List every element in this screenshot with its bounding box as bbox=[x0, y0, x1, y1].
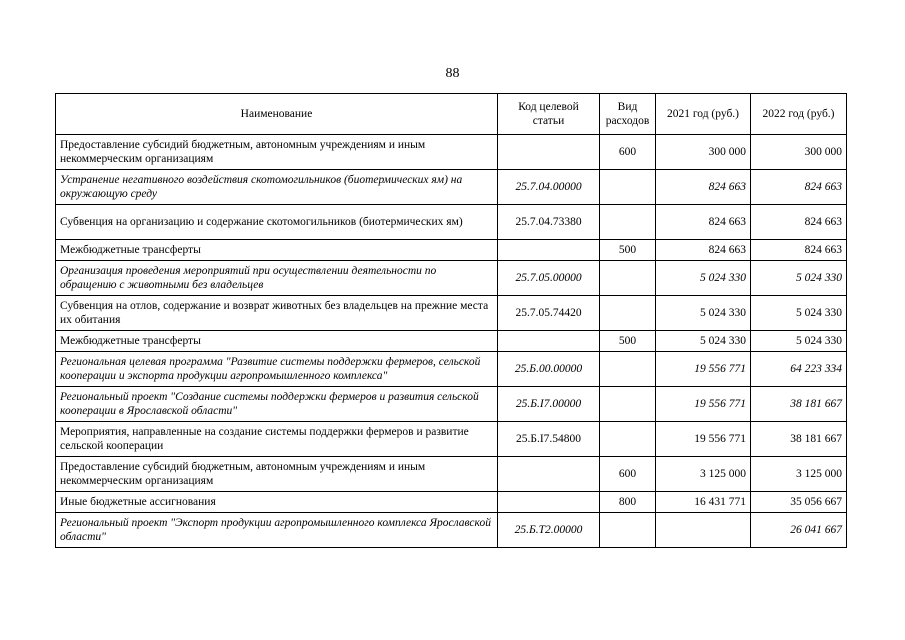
cell-name: Организация проведения мероприятий при осуществлении деятельности по обращению с животными без владельцев bbox=[56, 261, 498, 296]
cell-2022: 300 000 bbox=[751, 135, 847, 170]
cell-name: Субвенция на организацию и содержание скотомогильников (биотермических ям) bbox=[56, 205, 498, 240]
cell-name: Устранение негативного воздействия скотомогильников (биотермических ям) на окружающую среду bbox=[56, 170, 498, 205]
cell-name: Мероприятия, направленные на создание системы поддержки фермеров и развитие сельской кооперации bbox=[56, 422, 498, 457]
cell-code: 25.Б.00.00000 bbox=[498, 352, 600, 387]
cell-vid bbox=[600, 261, 656, 296]
cell-code bbox=[498, 331, 600, 352]
cell-2021 bbox=[656, 513, 751, 548]
cell-2021: 3 125 000 bbox=[656, 457, 751, 492]
cell-2022: 5 024 330 bbox=[751, 296, 847, 331]
table-row bbox=[56, 205, 847, 240]
cell-name: Региональный проект "Экспорт продукции агропромышленного комплекса Ярославской области" bbox=[56, 513, 498, 548]
cell-name: Межбюджетные трансферты bbox=[56, 240, 498, 261]
cell-2021: 5 024 330 bbox=[656, 331, 751, 352]
cell-2022: 3 125 000 bbox=[751, 457, 847, 492]
cell-2022: 5 024 330 bbox=[751, 261, 847, 296]
cell-2022: 35 056 667 bbox=[751, 492, 847, 513]
cell-vid bbox=[600, 387, 656, 422]
cell-2021: 19 556 771 bbox=[656, 387, 751, 422]
table-row bbox=[56, 296, 847, 331]
cell-code: 25.7.05.74420 bbox=[498, 296, 600, 331]
table-row bbox=[56, 261, 847, 296]
cell-2021: 300 000 bbox=[656, 135, 751, 170]
cell-name: Межбюджетные трансферты bbox=[56, 331, 498, 352]
cell-2021: 19 556 771 bbox=[656, 352, 751, 387]
cell-code: 25.Б.I7.00000 bbox=[498, 387, 600, 422]
cell-2022: 824 663 bbox=[751, 205, 847, 240]
cell-code bbox=[498, 135, 600, 170]
cell-name: Региональный проект "Создание системы поддержки фермеров и развития сельской кооперации в Ярославской области" bbox=[56, 387, 498, 422]
header-vid: Вид расходов bbox=[600, 94, 656, 135]
cell-vid bbox=[600, 205, 656, 240]
cell-code: 25.Б.Т2.00000 bbox=[498, 513, 600, 548]
table-row bbox=[56, 170, 847, 205]
cell-name: Региональная целевая программа "Развитие системы поддержки фермеров, сельской кооперации и экспорта продукции агропромышленного комплекса" bbox=[56, 352, 498, 387]
cell-name: Субвенция на отлов, содержание и возврат животных без владельцев на прежние места их обитания bbox=[56, 296, 498, 331]
budget-table bbox=[55, 93, 847, 548]
cell-code bbox=[498, 240, 600, 261]
header-2021: 2021 год (руб.) bbox=[656, 94, 751, 135]
table-row bbox=[56, 492, 847, 513]
table-row bbox=[56, 513, 847, 548]
cell-vid: 600 bbox=[600, 457, 656, 492]
table-row bbox=[56, 457, 847, 492]
cell-vid bbox=[600, 422, 656, 457]
cell-2021: 16 431 771 bbox=[656, 492, 751, 513]
cell-name: Предоставление субсидий бюджетным, автономным учреждениям и иным некоммерческим организациям bbox=[56, 457, 498, 492]
header-name: Наименование bbox=[56, 94, 498, 135]
table-row bbox=[56, 422, 847, 457]
cell-vid bbox=[600, 170, 656, 205]
cell-code bbox=[498, 457, 600, 492]
cell-vid bbox=[600, 352, 656, 387]
cell-2022: 824 663 bbox=[751, 240, 847, 261]
cell-2022: 824 663 bbox=[751, 170, 847, 205]
cell-2022: 26 041 667 bbox=[751, 513, 847, 548]
cell-code: 25.Б.I7.54800 bbox=[498, 422, 600, 457]
cell-2022: 5 024 330 bbox=[751, 331, 847, 352]
cell-2021: 824 663 bbox=[656, 170, 751, 205]
cell-vid: 500 bbox=[600, 240, 656, 261]
cell-code bbox=[498, 492, 600, 513]
cell-2022: 38 181 667 bbox=[751, 387, 847, 422]
cell-vid bbox=[600, 296, 656, 331]
cell-code: 25.7.04.00000 bbox=[498, 170, 600, 205]
cell-vid: 500 bbox=[600, 331, 656, 352]
cell-vid: 800 bbox=[600, 492, 656, 513]
cell-code: 25.7.04.73380 bbox=[498, 205, 600, 240]
table-header-row bbox=[56, 94, 847, 135]
cell-2021: 824 663 bbox=[656, 205, 751, 240]
header-2022: 2022 год (руб.) bbox=[751, 94, 847, 135]
cell-2022: 64 223 334 bbox=[751, 352, 847, 387]
table-row bbox=[56, 135, 847, 170]
cell-vid bbox=[600, 513, 656, 548]
table-row bbox=[56, 387, 847, 422]
table-row bbox=[56, 240, 847, 261]
cell-2021: 5 024 330 bbox=[656, 296, 751, 331]
cell-2021: 19 556 771 bbox=[656, 422, 751, 457]
table-row bbox=[56, 331, 847, 352]
cell-code: 25.7.05.00000 bbox=[498, 261, 600, 296]
cell-2021: 824 663 bbox=[656, 240, 751, 261]
header-code: Код целевой статьи bbox=[498, 94, 600, 135]
table-row bbox=[56, 352, 847, 387]
cell-name: Предоставление субсидий бюджетным, автономным учреждениям и иным некоммерческим организациям bbox=[56, 135, 498, 170]
cell-name: Иные бюджетные ассигнования bbox=[56, 492, 498, 513]
cell-2021: 5 024 330 bbox=[656, 261, 751, 296]
cell-2022: 38 181 667 bbox=[751, 422, 847, 457]
cell-vid: 600 bbox=[600, 135, 656, 170]
page-number: 88 bbox=[445, 66, 460, 81]
